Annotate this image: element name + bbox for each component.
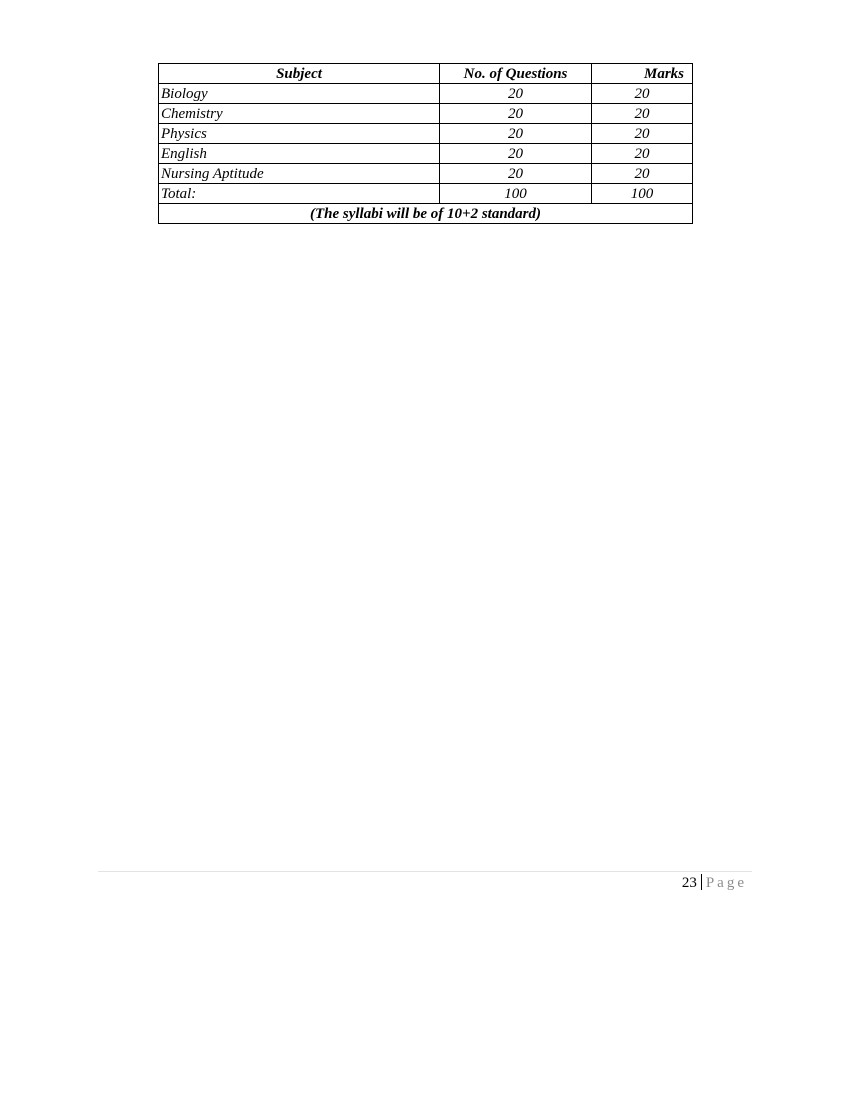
header-questions: No. of Questions	[440, 64, 592, 84]
table-note-row	[159, 204, 693, 224]
cell-subject: Biology	[159, 84, 440, 104]
cell-subject: Chemistry	[159, 104, 440, 124]
cell-subject: Physics	[159, 124, 440, 144]
cell-questions: 20	[440, 104, 592, 124]
table-row	[159, 84, 693, 104]
cell-subject: English	[159, 144, 440, 164]
table-row	[159, 144, 693, 164]
table-header-row	[159, 64, 693, 84]
footer-divider	[98, 871, 752, 872]
cell-questions: 100	[440, 184, 592, 204]
cell-marks: 100	[592, 184, 693, 204]
cell-subject: Total:	[159, 184, 440, 204]
table-row	[159, 104, 693, 124]
table-row	[159, 124, 693, 144]
cell-marks: 20	[592, 164, 693, 184]
page-label: Page	[705, 875, 747, 891]
cell-questions: 20	[440, 144, 592, 164]
cell-marks: 20	[592, 144, 693, 164]
header-marks: Marks	[592, 64, 693, 84]
page-number: 23	[681, 875, 697, 891]
page-footer	[682, 874, 747, 892]
syllabus-note: (The syllabi will be of 10+2 standard)	[159, 204, 693, 224]
cell-questions: 20	[440, 164, 592, 184]
cell-questions: 20	[440, 84, 592, 104]
table-row	[159, 164, 693, 184]
cell-subject: Nursing Aptitude	[159, 164, 440, 184]
table-total-row	[159, 184, 693, 204]
footer-separator	[701, 874, 702, 890]
cell-marks: 20	[592, 84, 693, 104]
cell-marks: 20	[592, 104, 693, 124]
exam-pattern-table	[158, 63, 693, 224]
cell-questions: 20	[440, 124, 592, 144]
cell-marks: 20	[592, 124, 693, 144]
header-subject: Subject	[159, 64, 440, 84]
